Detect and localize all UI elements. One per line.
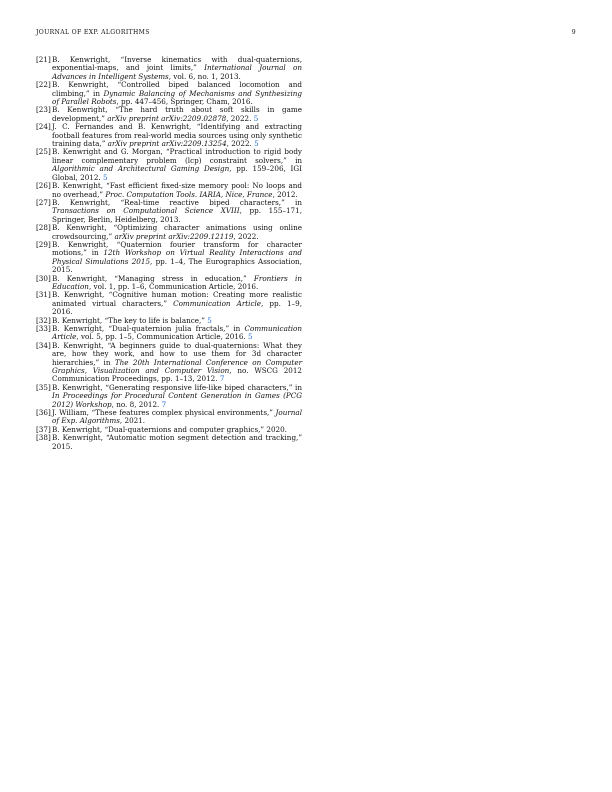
- reference-details: , pp. 155–171, Springer, Berlin, Heidelberg, 2013.: [52, 206, 302, 224]
- reference-number: [37]: [36, 424, 51, 434]
- reference-number: [38]: [36, 433, 51, 443]
- reference-item: [36, 56, 302, 81]
- reference-item: [36, 409, 302, 426]
- reference-text: [52, 291, 302, 316]
- reference-details: , vol. 6, no. 1, 2013.: [168, 71, 241, 81]
- reference-venue: The 20th International Conference on Computer Graphics, Visualization and Computer Vision: [52, 357, 303, 376]
- reference-item: [36, 342, 302, 384]
- reference-text: [52, 384, 302, 409]
- reference-text: [52, 325, 302, 342]
- reference-details: , 2022.: [226, 113, 252, 123]
- reference-number: [26]: [36, 181, 51, 191]
- reference-details: , pp. 447–456, Springer, Cham, 2016.: [116, 97, 253, 107]
- reference-details: , pp. 1–4, The Eurographics Association, 2015.: [52, 256, 302, 275]
- reference-lead: B. Kenwright, “Cognitive human motion: Creating more realistic animated virtual characters,”: [52, 290, 302, 308]
- reference-details: , 2022.: [233, 231, 259, 241]
- reference-venue: Dynamic Balancing of Mechanisms and Synthesizing of Parallel Robots: [52, 88, 302, 107]
- reference-text: [52, 123, 302, 148]
- reference-details: , 2022.: [226, 139, 252, 149]
- reference-lead: B. Kenwright, “Fast efficient fixed-size memory pool: No loops and no overhead,”: [52, 181, 302, 199]
- reference-text: [52, 56, 302, 81]
- reference-text: [52, 81, 302, 106]
- reference-item: [36, 434, 302, 451]
- reference-venue: Algorithmic and Architectural Gaming Design: [52, 164, 230, 174]
- reference-details: , vol. 5, pp. 1–5, Communication Article, 2016.: [76, 332, 246, 342]
- reference-number: [27]: [36, 197, 51, 207]
- reference-list: [36, 56, 302, 451]
- reference-item: [36, 275, 302, 292]
- reference-lead: J. William, “These features complex physical environments,”: [52, 408, 273, 418]
- backlink[interactable]: 7: [219, 374, 225, 384]
- reference-number: [29]: [36, 239, 51, 249]
- reference-text: [52, 182, 302, 199]
- reference-lead: B. Kenwright, “The key to life is balance,”: [52, 315, 205, 325]
- reference-number: [35]: [36, 382, 51, 392]
- reference-item: [36, 81, 302, 106]
- reference-venue: arXiv preprint arXiv:2209.02878: [107, 113, 227, 123]
- reference-item: [36, 224, 302, 241]
- reference-venue: In Proceedings for Procedural Content Generation in Games (PCG 2012) Workshop: [52, 391, 302, 409]
- reference-lead: B. Kenwright, “Dual-quaternion julia fractals,” in: [52, 324, 241, 333]
- running-header: [36, 29, 576, 39]
- reference-venue: arXiv preprint arXiv:2209.13254: [107, 139, 227, 149]
- reference-details: , 2021.: [119, 416, 146, 426]
- reference-text: [52, 224, 302, 241]
- reference-text: [52, 342, 302, 384]
- reference-item: [36, 325, 302, 342]
- backlink[interactable]: 5: [248, 332, 253, 342]
- reference-venue: Proc. Computation Tools. IARIA, Nice, France: [105, 189, 273, 199]
- reference-lead: B. Kenwright, “Automatic motion segment detection and tracking,” 2015.: [52, 433, 302, 451]
- reference-details: , pp. 159–206, IGI Global, 2012.: [52, 164, 302, 182]
- reference-lead: B. Kenwright, “A beginners guide to dual-quaternions: What they are, how they work, and how to use them for 3d character hierarchies,” in: [52, 340, 302, 367]
- reference-lead: B. Kenwright, “Controlled biped balanced locomotion and climbing,” in: [52, 80, 302, 98]
- reference-lead: B. Kenwright, “Generating responsive life-like biped characters,” in: [52, 382, 302, 392]
- journal-title: JOURNAL OF EXP. ALGORITHMS: [36, 29, 150, 36]
- reference-number: [25]: [36, 147, 51, 157]
- reference-details: , 2012.: [272, 189, 298, 199]
- reference-number: [36]: [36, 408, 51, 418]
- reference-details: , vol. 1, pp. 1–6, Communication Article, 2016.: [88, 281, 259, 291]
- reference-item: [36, 384, 302, 409]
- reference-item: [36, 199, 302, 224]
- reference-text: [52, 241, 302, 275]
- reference-lead: B. Kenwright, “Optimizing character animations using online crowdsourcing,”: [52, 223, 302, 241]
- reference-number: [31]: [36, 290, 51, 300]
- backlink[interactable]: 7: [161, 399, 167, 409]
- reference-lead: B. Kenwright, “Managing stress in education,”: [52, 273, 247, 283]
- reference-venue: 12th Workshop on Virtual Reality Interactions and Physical Simulations 2015: [52, 248, 302, 266]
- reference-lead: B. Kenwright, “The hard truth about soft skills in game development,”: [52, 105, 302, 123]
- reference-text: [52, 434, 302, 451]
- reference-venue: International Journal on Advances in Intelligent Systems: [52, 63, 302, 81]
- backlink[interactable]: 5: [103, 172, 108, 182]
- reference-lead: J. C. Fernandes and B. Kenwright, “Identifying and extracting football features from real-world media sources using only synthetic training data,”: [52, 122, 302, 149]
- reference-item: [36, 123, 302, 148]
- reference-lead: B. Kenwright, “Real-time reactive biped characters,” in: [52, 197, 302, 207]
- reference-venue: Frontiers in Education: [52, 273, 302, 291]
- reference-number: [34]: [36, 340, 51, 350]
- reference-item: [36, 148, 302, 182]
- reference-number: [24]: [36, 122, 51, 132]
- reference-number: [33]: [36, 324, 51, 333]
- reference-item: [36, 106, 302, 123]
- reference-text: [52, 148, 302, 182]
- backlink[interactable]: 5: [207, 315, 212, 325]
- reference-text: [52, 106, 302, 123]
- reference-lead: B. Kenwright, “Quaternion fourier transform for character motions,” in: [52, 239, 302, 258]
- reference-number: [28]: [36, 223, 51, 233]
- reference-number: [22]: [36, 80, 51, 90]
- backlink[interactable]: 5: [254, 139, 259, 149]
- reference-item: [36, 182, 302, 199]
- reference-venue: Communication Article: [52, 324, 302, 342]
- reference-details: , pp. 1–9, 2016.: [52, 298, 302, 317]
- page-number: 9: [571, 29, 576, 36]
- reference-text: [52, 199, 302, 224]
- reference-lead: B. Kenwright, “Dual-quaternions and computer graphics,” 2020.: [52, 424, 287, 434]
- reference-text: [52, 275, 302, 292]
- reference-number: [30]: [36, 273, 51, 283]
- reference-details: , no. WSCG 2012 Communication Proceedings, pp. 1–13, 2012.: [52, 366, 302, 384]
- reference-lead: B. Kenwright and G. Morgan, “Practical introduction to rigid body linear complementary problem (lcp) constraint solvers,” in: [52, 147, 302, 165]
- reference-item: [36, 241, 302, 275]
- reference-venue: arXiv preprint arXiv:2209.12119: [114, 231, 234, 241]
- reference-venue: Journal of Exp. Algorithms: [52, 408, 302, 426]
- reference-text: [52, 409, 302, 426]
- reference-venue: Transactions on Computational Science XVIII: [52, 206, 240, 216]
- backlink[interactable]: 5: [253, 113, 259, 123]
- reference-number: [32]: [36, 315, 51, 325]
- reference-lead: B. Kenwright, “Inverse kinematics with dual-quaternions, exponential-maps, and joint limits,”: [52, 55, 302, 73]
- reference-number: [23]: [36, 105, 51, 115]
- reference-venue: Communication Article: [173, 298, 262, 308]
- reference-number: [21]: [36, 55, 51, 64]
- reference-details: , no. 8, 2012.: [111, 399, 160, 409]
- reference-item: [36, 291, 302, 316]
